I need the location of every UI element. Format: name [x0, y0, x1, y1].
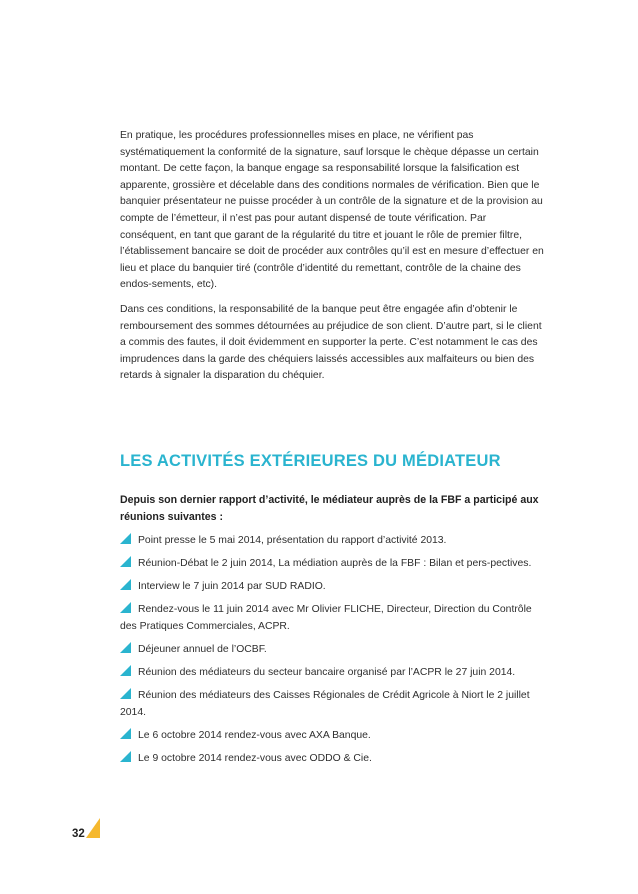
triangle-bullet-icon	[120, 728, 131, 739]
paragraph-verification: En pratique, les procédures professionnelles mises en place, ne vérifient pas systématiquement la conformité de la signature, sauf lorsque le chèque dépasse un certain montant. De cette façon, la banque engage sa responsabilité lorsque la falsification est apparente, grossière et décelable dans des conditions normales de vérification. Bien que le banquier présentateur ne puisse procéder à un contrôle de la signature et de la provision au compte de l’émetteur, il n’est pas pour autant dispensé de toute vérification. Par conséquent, en tant que garant de la régularité du titre et jouant le rôle de premier filtre, l’établissement bancaire se doit de procéder aux contrôles qu’il est en mesure d’effectuer en lieu et place du banquier tiré (contrôle d’identité du remettant, contrôle de la chaine des endos-sements, etc).	[120, 130, 544, 291]
list-item-text: Rendez-vous le 11 juin 2014 avec Mr Olivier FLICHE, Directeur, Direction du Contrôle des Pratiques Commerciales, ACPR.	[120, 604, 532, 632]
list-item	[120, 727, 544, 744]
triangle-bullet-icon	[120, 688, 131, 699]
section-title: LES ACTIVITÉS EXTÉRIEURES DU MÉDIATEUR	[120, 452, 501, 470]
list-item	[120, 601, 544, 635]
triangle-bullet-icon	[120, 533, 131, 544]
list-item-text: Réunion des médiateurs des Caisses Régionales de Crédit Agricole à Niort le 2 juillet 2014.	[120, 690, 530, 718]
list-item-text: Réunion-Débat le 2 juin 2014, La médiation auprès de la FBF : Bilan et pers-pectives.	[138, 558, 532, 569]
list-item	[120, 532, 544, 549]
page-corner-marker	[86, 818, 100, 838]
list-item	[120, 664, 544, 681]
triangle-bullet-icon	[120, 665, 131, 676]
list-item-text: Le 6 octobre 2014 rendez-vous avec AXA Banque.	[138, 730, 371, 741]
list-item-text: Déjeuner annuel de l’OCBF.	[138, 644, 267, 655]
events-list	[120, 532, 544, 773]
triangle-bullet-icon	[120, 602, 131, 613]
triangle-bullet-icon	[120, 579, 131, 590]
list-item-text: Réunion des médiateurs du secteur bancaire organisé par l’ACPR le 27 juin 2014.	[138, 667, 516, 678]
list-item	[120, 555, 544, 572]
triangle-bullet-icon	[120, 642, 131, 653]
triangle-bullet-icon	[120, 751, 131, 762]
list-item	[120, 687, 544, 721]
paragraph-responsibility: Dans ces conditions, la responsabilité de la banque peut être engagée afin d’obtenir le remboursement des sommes détournées au préjudice de son client. D’autre part, si le client a commis des fautes, il doit évidemment en supporter la perte. C’est notamment le cas des imprudences dans la garde des chéquiers laissés accessibles aux malfaiteurs ou bien des retards à signaler la disparation du chéquier.	[120, 303, 542, 382]
list-item	[120, 750, 544, 767]
list-item	[120, 641, 544, 658]
list-item-text: Interview le 7 juin 2014 par SUD RADIO.	[138, 581, 326, 592]
list-item-text: Point presse le 5 mai 2014, présentation du rapport d’activité 2013.	[138, 535, 447, 546]
triangle-bullet-icon	[120, 556, 131, 567]
list-item-text: Le 9 octobre 2014 rendez-vous avec ODDO & Cie.	[138, 753, 372, 764]
list-item	[120, 578, 544, 595]
body-text	[120, 128, 544, 393]
section-intro: Depuis son dernier rapport d’activité, le médiateur auprès de la FBF a participé aux réunions suivantes :	[120, 494, 539, 523]
page-number: 32	[72, 828, 85, 840]
